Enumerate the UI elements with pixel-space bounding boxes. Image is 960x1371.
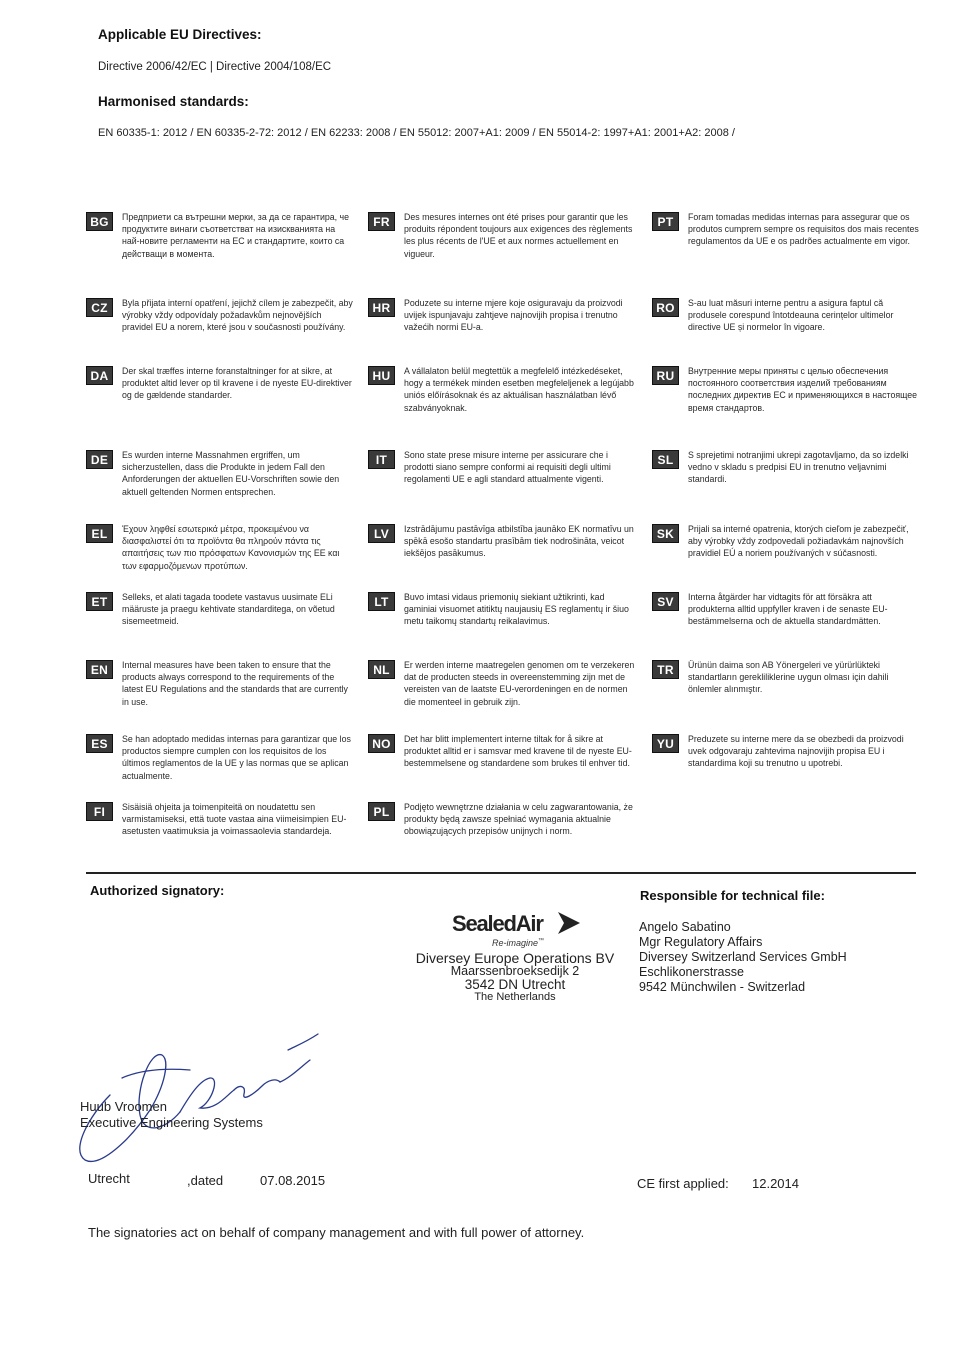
lang-text: Preduzete su interne mere da se obezbedi da proizvodi uvek odgovaraju zahtevima najnovijih propisa EU i standardima koji su trenutno u upotrebi. [688, 734, 904, 769]
lang-badge: IT [368, 450, 395, 469]
lang-badge: NL [368, 660, 395, 679]
handwritten-signature [40, 1020, 330, 1170]
lang-badge: LV [368, 524, 395, 543]
lang-badge: RU [652, 366, 679, 385]
lang-badge: BG [86, 212, 113, 231]
directives-text: Directive 2006/42/EC | Directive 2004/108/EC [98, 61, 332, 73]
responsible-line: Diversey Switzerland Services GmbH [639, 950, 847, 964]
lang-text: Ürünün daima son AB Yönergeleri ve yürürlükteki standartların gerekliliklerine uygun olması için dahili önlemler alınmıştır. [688, 660, 889, 695]
lang-badge: EN [86, 660, 113, 679]
lang-badge: FI [86, 802, 113, 821]
section-divider [86, 872, 916, 874]
lang-badge: PL [368, 802, 395, 821]
lang-badge: TR [652, 660, 679, 679]
standards-heading: Harmonised standards: [98, 94, 249, 109]
lang-text: Izstrādājumu pastāvīga atbilstība jaunāko EK normatīvu un spēkā esošo standartu prasībām tiek nodrošināta, veicot iekšējos pasākumus. [404, 524, 634, 559]
company-country: The Netherlands [474, 991, 556, 1003]
lang-text: Er werden interne maatregelen genomen om te verzekeren dat de producten steeds in overeenstemming zijn met de vereisten van de laatste EU-verordeningen en de normen die momenteel in gebruik zijn. [404, 660, 635, 707]
lang-badge: YU [652, 734, 679, 753]
ce-label: CE first applied: [637, 1176, 729, 1191]
lang-badge: SL [652, 450, 679, 469]
lang-text: Det har blitt implementert interne tiltak for å sikre at produktet alltid er i samsvar med kravene til de nyeste EU-bestemmelsene og standardene som brukes til enhver tid. [404, 734, 632, 769]
responsible-line: Eschlikonerstrasse [639, 965, 744, 979]
company-street: Maarssenbroeksedijk 2 [450, 964, 580, 978]
lang-text: S sprejetimi notranjimi ukrepi zagotavljamo, da so izdelki vedno v skladu s predpisi EU in trenutno veljavnimi standardi. [688, 450, 909, 485]
lang-badge: LT [368, 592, 395, 611]
lang-text: Buvo imtasi vidaus priemonių siekiant užtikrinti, kad gaminiai visuomet atitiktų naujausių ES reglamentų ir šiuo metu taikomų standartų reikalavimus. [404, 592, 629, 627]
lang-text: Es wurden interne Massnahmen ergriffen, um sicherzustellen, dass die Produkte in jedem Fall den Anforderungen der aktuellen EU-Vorschriften sowie den aktuell geltenden Normen entsprechen. [122, 450, 340, 497]
responsible-line: Angelo Sabatino [639, 920, 731, 934]
standards-text: EN 60335-1: 2012 / EN 60335-2-72: 2012 / EN 62233: 2008 / EN 55012: 2007+A1: 2009 / EN 55014-2: 1997+A1: 2001+A2: 2008 / [98, 127, 735, 139]
lang-badge: ET [86, 592, 113, 611]
lang-text: Podjęto wewnętrzne działania w celu zagwarantowania, że produkty będą zawsze spełniać wymagania aktualnie obowiązujących przepisów unijnych i norm. [404, 802, 633, 837]
lang-badge: PT [652, 212, 679, 231]
lang-badge: FR [368, 212, 395, 231]
responsible-line: Mgr Regulatory Affairs [639, 935, 763, 949]
company-name: Diversey Europe Operations BV [415, 950, 615, 966]
signer-title: Executive Engineering Systems [80, 1115, 263, 1130]
logo-tagline: Re-imagine™ [492, 938, 545, 948]
lang-text: Foram tomadas medidas internas para assegurar que os produtos cumprem sempre os requisitos dos mais recentes regulamentos da UE e os padrões actualmente em vigor. [688, 212, 919, 247]
authorized-signatory-label: Authorized signatory: [90, 883, 225, 898]
lang-text: Der skal træffes interne foranstaltninger for at sikre, at produktet altid lever op til kravene i de nyeste EU-direktiver og de gældende standarder. [122, 366, 352, 401]
responsible-block [639, 920, 919, 995]
directives-heading: Applicable EU Directives: [98, 27, 262, 42]
logo-arrow-icon [556, 910, 582, 936]
company-address [400, 952, 630, 1004]
lang-text: Se han adoptado medidas internas para garantizar que los productos siempre cumplen con los requisitos de los últimos reglamentos de la UE y las normas que se aplican actualmente. [122, 734, 351, 781]
lang-badge: SV [652, 592, 679, 611]
lang-badge: HU [368, 366, 395, 385]
lang-text: Предприети са вътрешни мерки, за да се гарантира, че продуктите винаги съответстват на изискванията на най-новите регламенти на ЕС и стандартите, които са действащи в момента. [122, 212, 350, 259]
lang-badge: SK [652, 524, 679, 543]
dated-label: ,dated [187, 1173, 224, 1188]
lang-badge: DA [86, 366, 113, 385]
signatories-statement: The signatories act on behalf of company management and with full power of attorney. [88, 1225, 585, 1240]
lang-text: Byla přijata interní opatření, jejichž cílem je zabezpečit, aby výrobky vždy odpovídaly požadavkům nejnovějších pravidel EU a norem, které jsou v současnosti používány. [122, 298, 353, 333]
ce-date: 12.2014 [752, 1176, 799, 1191]
lang-text: A vállalaton belül megtettük a megfelelő intézkedéseket, hogy a termékek minden esetben megfeleljenek a legújabb uniós előírásoknak és az aktuálisan használatban lévő szabványoknak. [404, 366, 634, 413]
lang-badge: RO [652, 298, 679, 317]
lang-text: Poduzete su interne mjere koje osiguravaju da proizvodi uvijek ispunjavaju zahtjeve najnovijih propisa i trenutno važećih normi EU-a. [404, 298, 623, 333]
lang-text: S-au luat măsuri interne pentru a asigura faptul că produsele corespund întotdeauna cerințelor ultimelor directive UE și normelor în vigoare. [688, 298, 894, 333]
lang-text: Sono state prese misure interne per assicurare che i prodotti siano sempre conformi ai requisiti degli ultimi regolamenti UE e agli standard attualmente vigenti. [404, 450, 611, 485]
lang-badge: HR [368, 298, 395, 317]
signer-name: Huub Vroomen [80, 1099, 167, 1114]
logo-brand: SealedAir [452, 911, 543, 936]
lang-badge: DE [86, 450, 113, 469]
lang-text: Prijali sa interné opatrenia, ktorých cieľom je zabezpečiť, aby výrobky vždy zodpovedali požiadavkám najnovších pravidiel EÚ a noriem používaných v súčasnosti. [688, 524, 909, 559]
signing-date: 07.08.2015 [260, 1173, 326, 1188]
lang-badge: NO [368, 734, 395, 753]
lang-badge: EL [86, 524, 113, 543]
responsible-line: 9542 Münchwilen - Switzerlad [639, 980, 806, 994]
lang-text: Selleks, et alati tagada toodete vastavus uusimate ELi määruste ja praegu kehtivate standarditega, on võetud sisemeetmeid. [122, 592, 335, 627]
place: Utrecht [88, 1171, 130, 1186]
lang-text: Sisäisiä ohjeita ja toimenpiteitä on noudatettu sen varmistamiseksi, että tuote vastaa aina viimeisimpien EU-asetusten vaatimuksia ja voimassaolevia standardeja. [122, 802, 347, 837]
lang-text: Interna åtgärder har vidtagits för att försäkra att produkterna alltid uppfyller kraven i de senaste EU-bestämmelserna och de aktuella standardmätten. [688, 592, 888, 627]
company-logo [452, 911, 582, 951]
lang-badge: ES [86, 734, 113, 753]
lang-text: Έχουν ληφθεί εσωτερικά μέτρα, προκειμένου να διασφαλιστεί ότι τα προϊόντα θα πληρούν πάντα τις απαιτήσεις των πιο πρόσφατων Κανονισμών της ΕΕ και των εφαρμοζόμενων προτύπων. [122, 524, 340, 571]
lang-badge: CZ [86, 298, 113, 317]
company-city: 3542 DN Utrecht [464, 977, 566, 992]
lang-text: Internal measures have been taken to ensure that the products always correspond to the requirements of the latest EU Regulations and the standards that are currently in use. [122, 660, 348, 707]
lang-text: Внутренние меры приняты с целью обеспечения постоянного соответствия изделий требованиям последних директив ЕС и применяющихся в настоящее время стандартов. [688, 366, 918, 413]
lang-text: Des mesures internes ont été prises pour garantir que les produits répondent toujours aux exigences des règlements les plus récents de l'UE et aux normes actuellement en vigueur. [404, 212, 633, 259]
responsible-label: Responsible for technical file: [640, 888, 825, 903]
